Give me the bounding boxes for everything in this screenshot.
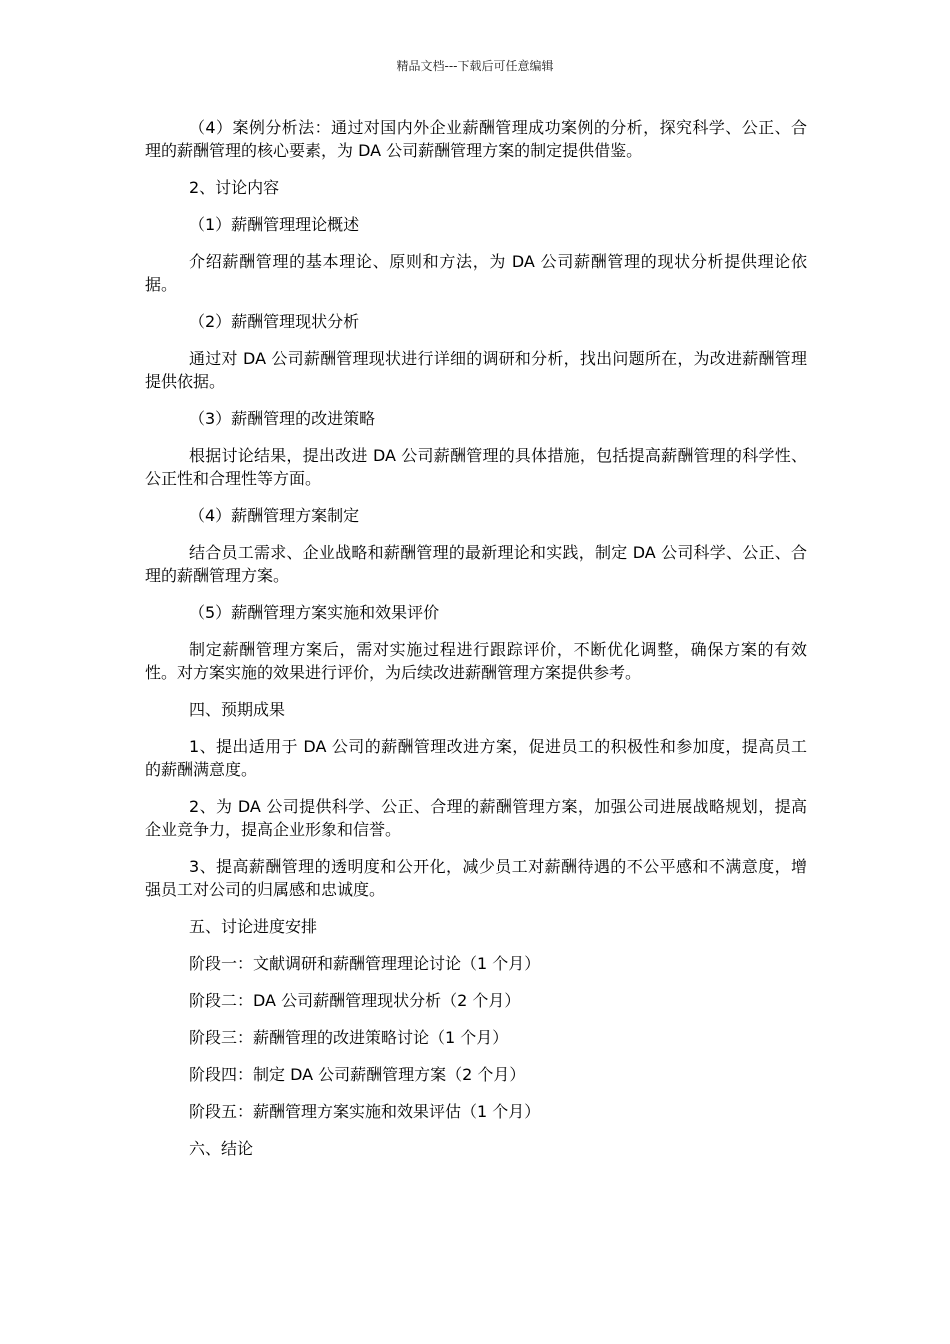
paragraph-plan-formulation: 结合员工需求、企业战略和薪酬管理的最新理论和实践，制定 DA 公司科学、公正、合理的薪酬管理方案。 <box>145 543 807 585</box>
section-heading-conclusion: 六、结论 <box>189 1139 254 1158</box>
section-heading-schedule: 五、讨论进度安排 <box>189 917 318 936</box>
paragraph-case-analysis-method: （4）案例分析法：通过对国内外企业薪酬管理成功案例的分析，探究科学、公正、合理的薪酬管理的核心要素，为 DA 公司薪酬管理方案的制定提供借鉴。 <box>145 118 807 160</box>
list-item-expected-result-1: 1、提出适用于 DA 公司的薪酬管理改进方案，促进员工的积极性和参加度，提高员工的薪酬满意度。 <box>145 737 807 779</box>
schedule-stage-2: 阶段二：DA 公司薪酬管理现状分析（2 个月） <box>189 991 521 1010</box>
schedule-stage-1: 阶段一：文献调研和薪酬管理理论讨论（1 个月） <box>189 954 541 973</box>
schedule-stage-4: 阶段四：制定 DA 公司薪酬管理方案（2 个月） <box>189 1065 526 1084</box>
subheading-plan-formulation: （4）薪酬管理方案制定 <box>189 506 360 525</box>
paragraph-implementation-evaluation: 制定薪酬管理方案后，需对实施过程进行跟踪评价，不断优化调整，确保方案的有效性。对方案实施的效果进行评价，为后续改进薪酬管理方案提供参考。 <box>145 640 807 682</box>
document-body <box>145 116 807 1160</box>
paragraph-improvement-strategy: 根据讨论结果，提出改进 DA 公司薪酬管理的具体措施，包括提高薪酬管理的科学性、公正性和合理性等方面。 <box>145 446 807 488</box>
paragraph-theory-overview: 介绍薪酬管理的基本理论、原则和方法，为 DA 公司薪酬管理的现状分析提供理论依据。 <box>145 252 807 294</box>
subheading-status-analysis: （2）薪酬管理现状分析 <box>189 312 360 331</box>
paragraph-status-analysis: 通过对 DA 公司薪酬管理现状进行详细的调研和分析，找出问题所在，为改进薪酬管理提供依据。 <box>145 349 807 391</box>
subheading-theory-overview: （1）薪酬管理理论概述 <box>189 215 360 234</box>
page-header: 精品文档---下载后可任意编辑 <box>396 59 554 73</box>
list-item-expected-result-3: 3、提高薪酬管理的透明度和公开化，减少员工对薪酬待遇的不公平感和不满意度，增强员工对公司的归属感和忠诚度。 <box>145 857 807 899</box>
section-heading-expected-results: 四、预期成果 <box>189 700 286 719</box>
list-item-expected-result-2: 2、为 DA 公司提供科学、公正、合理的薪酬管理方案，加强公司进展战略规划，提高企业竞争力，提高企业形象和信誉。 <box>145 797 807 839</box>
subheading-implementation-evaluation: （5）薪酬管理方案实施和效果评价 <box>189 603 440 622</box>
schedule-stage-3: 阶段三：薪酬管理的改进策略讨论（1 个月） <box>189 1028 509 1047</box>
section-heading-research-content: 2、讨论内容 <box>189 178 280 197</box>
subheading-improvement-strategy: （3）薪酬管理的改进策略 <box>189 409 376 428</box>
schedule-stage-5: 阶段五：薪酬管理方案实施和效果评估（1 个月） <box>189 1102 541 1121</box>
